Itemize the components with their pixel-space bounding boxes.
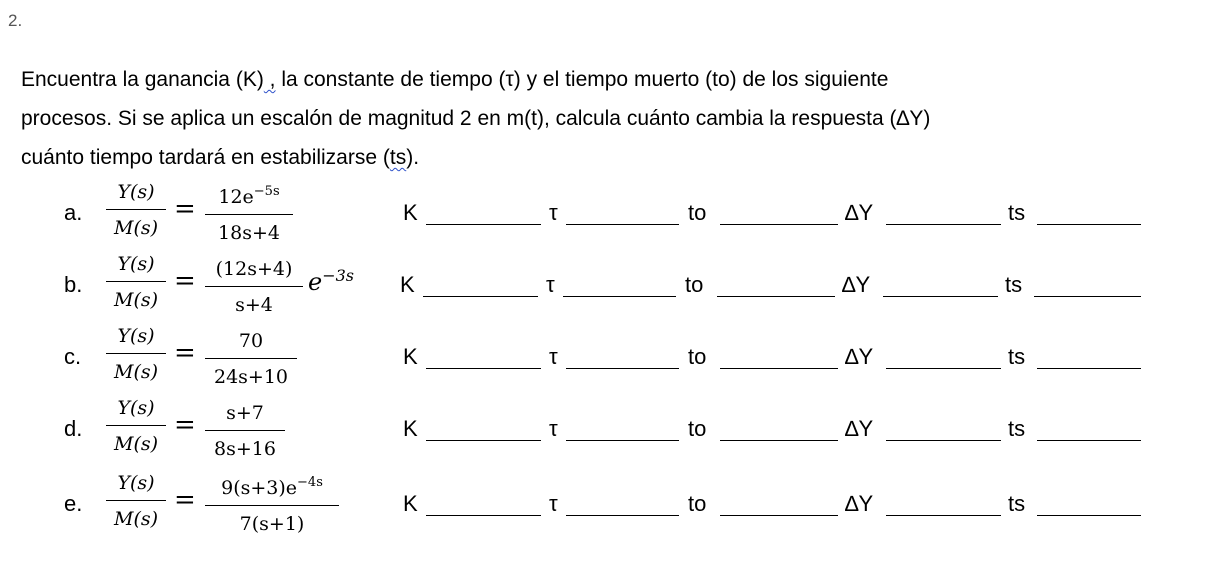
lhs-numerator: Y(s) bbox=[117, 472, 155, 494]
tf-denominator: 8s+16 bbox=[214, 438, 276, 460]
label-to: to bbox=[685, 272, 704, 297]
tf-numerator: 70 bbox=[238, 330, 264, 352]
transfer-function bbox=[205, 396, 285, 461]
dead-time-factor: $e^{-3s}$ bbox=[308, 266, 354, 296]
item-letter: a. bbox=[64, 200, 83, 225]
tf-numerator: s+7 bbox=[226, 402, 264, 424]
blank-to[interactable] bbox=[720, 515, 838, 516]
blank-ts[interactable] bbox=[1037, 515, 1141, 516]
blank-to[interactable] bbox=[717, 296, 835, 297]
transfer-function bbox=[205, 180, 293, 245]
blank-tau[interactable] bbox=[566, 515, 679, 516]
lhs-fraction bbox=[106, 324, 166, 384]
label-tau: τ bbox=[549, 200, 558, 225]
label-k: K bbox=[403, 416, 418, 441]
label-delta-y: ∆Y bbox=[845, 200, 874, 225]
blank-k[interactable] bbox=[426, 368, 541, 369]
lhs-fraction bbox=[106, 396, 166, 456]
lhs-denominator: M(s) bbox=[113, 289, 159, 311]
tf-denominator: 18s+4 bbox=[218, 222, 280, 244]
label-to: to bbox=[688, 344, 707, 369]
blank-ts[interactable] bbox=[1034, 296, 1141, 297]
question-number: 2. bbox=[8, 11, 23, 30]
equals-sign: = bbox=[174, 266, 196, 296]
lhs-denominator: M(s) bbox=[113, 508, 159, 530]
line1-text-a: Encuentra la ganancia ( bbox=[21, 68, 243, 91]
tf-numerator: (12s+4) bbox=[215, 258, 293, 280]
label-to: to bbox=[688, 491, 707, 516]
lhs-fraction bbox=[106, 252, 166, 312]
label-k: K bbox=[403, 491, 418, 516]
lhs-numerator: Y(s) bbox=[117, 325, 155, 347]
item-letter: e. bbox=[64, 491, 83, 516]
lhs-fraction bbox=[106, 471, 166, 531]
label-ts: ts bbox=[1005, 272, 1023, 297]
line3-text-ts: ts bbox=[389, 146, 407, 169]
blank-delta-y[interactable] bbox=[886, 368, 1001, 369]
instructions-paragraph bbox=[21, 60, 1156, 177]
line3-text-a: cuánto tiempo tardará en estabilizarse ( bbox=[21, 146, 390, 169]
item-letter: d. bbox=[64, 416, 83, 441]
lhs-denominator: M(s) bbox=[113, 433, 159, 455]
label-delta-y: ∆Y bbox=[842, 272, 871, 297]
blank-tau[interactable] bbox=[566, 368, 679, 369]
blank-k[interactable] bbox=[426, 224, 541, 225]
label-ts: ts bbox=[1008, 491, 1026, 516]
tf-denominator: 7(s+1) bbox=[239, 513, 305, 535]
label-to: to bbox=[688, 416, 707, 441]
equals-sign: = bbox=[174, 410, 196, 440]
lhs-numerator: Y(s) bbox=[117, 397, 155, 419]
label-delta-y: ∆Y bbox=[845, 344, 874, 369]
transfer-function bbox=[205, 324, 297, 389]
label-tau: τ bbox=[549, 344, 558, 369]
lhs-fraction bbox=[106, 180, 166, 240]
exercise-item-d bbox=[0, 392, 1212, 462]
blank-to[interactable] bbox=[720, 368, 838, 369]
label-tau: τ bbox=[546, 272, 555, 297]
instructions-line-2: procesos. Si se aplica un escalón de magnitud 2 en m(t), calcula cuánto cambia la respuesta (∆Y) bbox=[21, 107, 931, 130]
tf-numerator: $12e^{-5s}$ bbox=[218, 184, 280, 208]
lhs-numerator: Y(s) bbox=[117, 181, 155, 203]
blank-delta-y[interactable] bbox=[886, 440, 1001, 441]
spellcheck-mark: , bbox=[263, 68, 276, 91]
blank-ts[interactable] bbox=[1037, 440, 1141, 441]
instructions-line-1 bbox=[21, 60, 1156, 99]
equals-sign: = bbox=[174, 485, 196, 515]
item-letter: b. bbox=[64, 272, 83, 297]
label-delta-y: ∆Y bbox=[845, 491, 874, 516]
exercise-item-b bbox=[0, 248, 1212, 318]
label-tau: τ bbox=[549, 491, 558, 516]
blank-k[interactable] bbox=[423, 296, 538, 297]
label-delta-y: ∆Y bbox=[845, 416, 874, 441]
label-ts: ts bbox=[1008, 344, 1026, 369]
blank-to[interactable] bbox=[720, 224, 838, 225]
blank-tau[interactable] bbox=[563, 296, 676, 297]
blank-ts[interactable] bbox=[1037, 224, 1141, 225]
instructions-line-3 bbox=[21, 138, 1156, 177]
exercise-item-e bbox=[0, 467, 1212, 537]
lhs-numerator: Y(s) bbox=[117, 253, 155, 275]
transfer-function bbox=[205, 252, 303, 317]
exercise-item-c bbox=[0, 320, 1212, 390]
label-k: K bbox=[403, 344, 418, 369]
tf-numerator: $9(s+3)e^{-4s}$ bbox=[221, 475, 323, 499]
tf-denominator: 24s+10 bbox=[213, 366, 289, 388]
line1-text-b: la constante de tiempo (τ) y el tiempo muerto (to) de los siguiente bbox=[275, 68, 889, 91]
blank-delta-y[interactable] bbox=[886, 515, 1001, 516]
label-k: K bbox=[403, 200, 418, 225]
blank-tau[interactable] bbox=[566, 440, 679, 441]
line1-text-k: K) bbox=[242, 68, 264, 91]
line3-text-b: ). bbox=[406, 146, 420, 169]
blank-to[interactable] bbox=[720, 440, 838, 441]
item-letter: c. bbox=[64, 344, 82, 369]
lhs-denominator: M(s) bbox=[113, 361, 159, 383]
label-ts: ts bbox=[1008, 416, 1026, 441]
blank-k[interactable] bbox=[426, 440, 541, 441]
label-ts: ts bbox=[1008, 200, 1026, 225]
exercise-item-a bbox=[0, 176, 1212, 246]
blank-tau[interactable] bbox=[566, 224, 679, 225]
label-to: to bbox=[688, 200, 707, 225]
transfer-function bbox=[205, 471, 339, 536]
equals-sign: = bbox=[174, 194, 196, 224]
lhs-denominator: M(s) bbox=[113, 217, 159, 239]
blank-k[interactable] bbox=[426, 515, 541, 516]
blank-delta-y[interactable] bbox=[886, 224, 1001, 225]
tf-denominator: s+4 bbox=[235, 294, 273, 316]
equals-sign: = bbox=[174, 338, 196, 368]
blank-ts[interactable] bbox=[1037, 368, 1141, 369]
label-k: K bbox=[400, 272, 415, 297]
label-tau: τ bbox=[549, 416, 558, 441]
blank-delta-y[interactable] bbox=[883, 296, 998, 297]
